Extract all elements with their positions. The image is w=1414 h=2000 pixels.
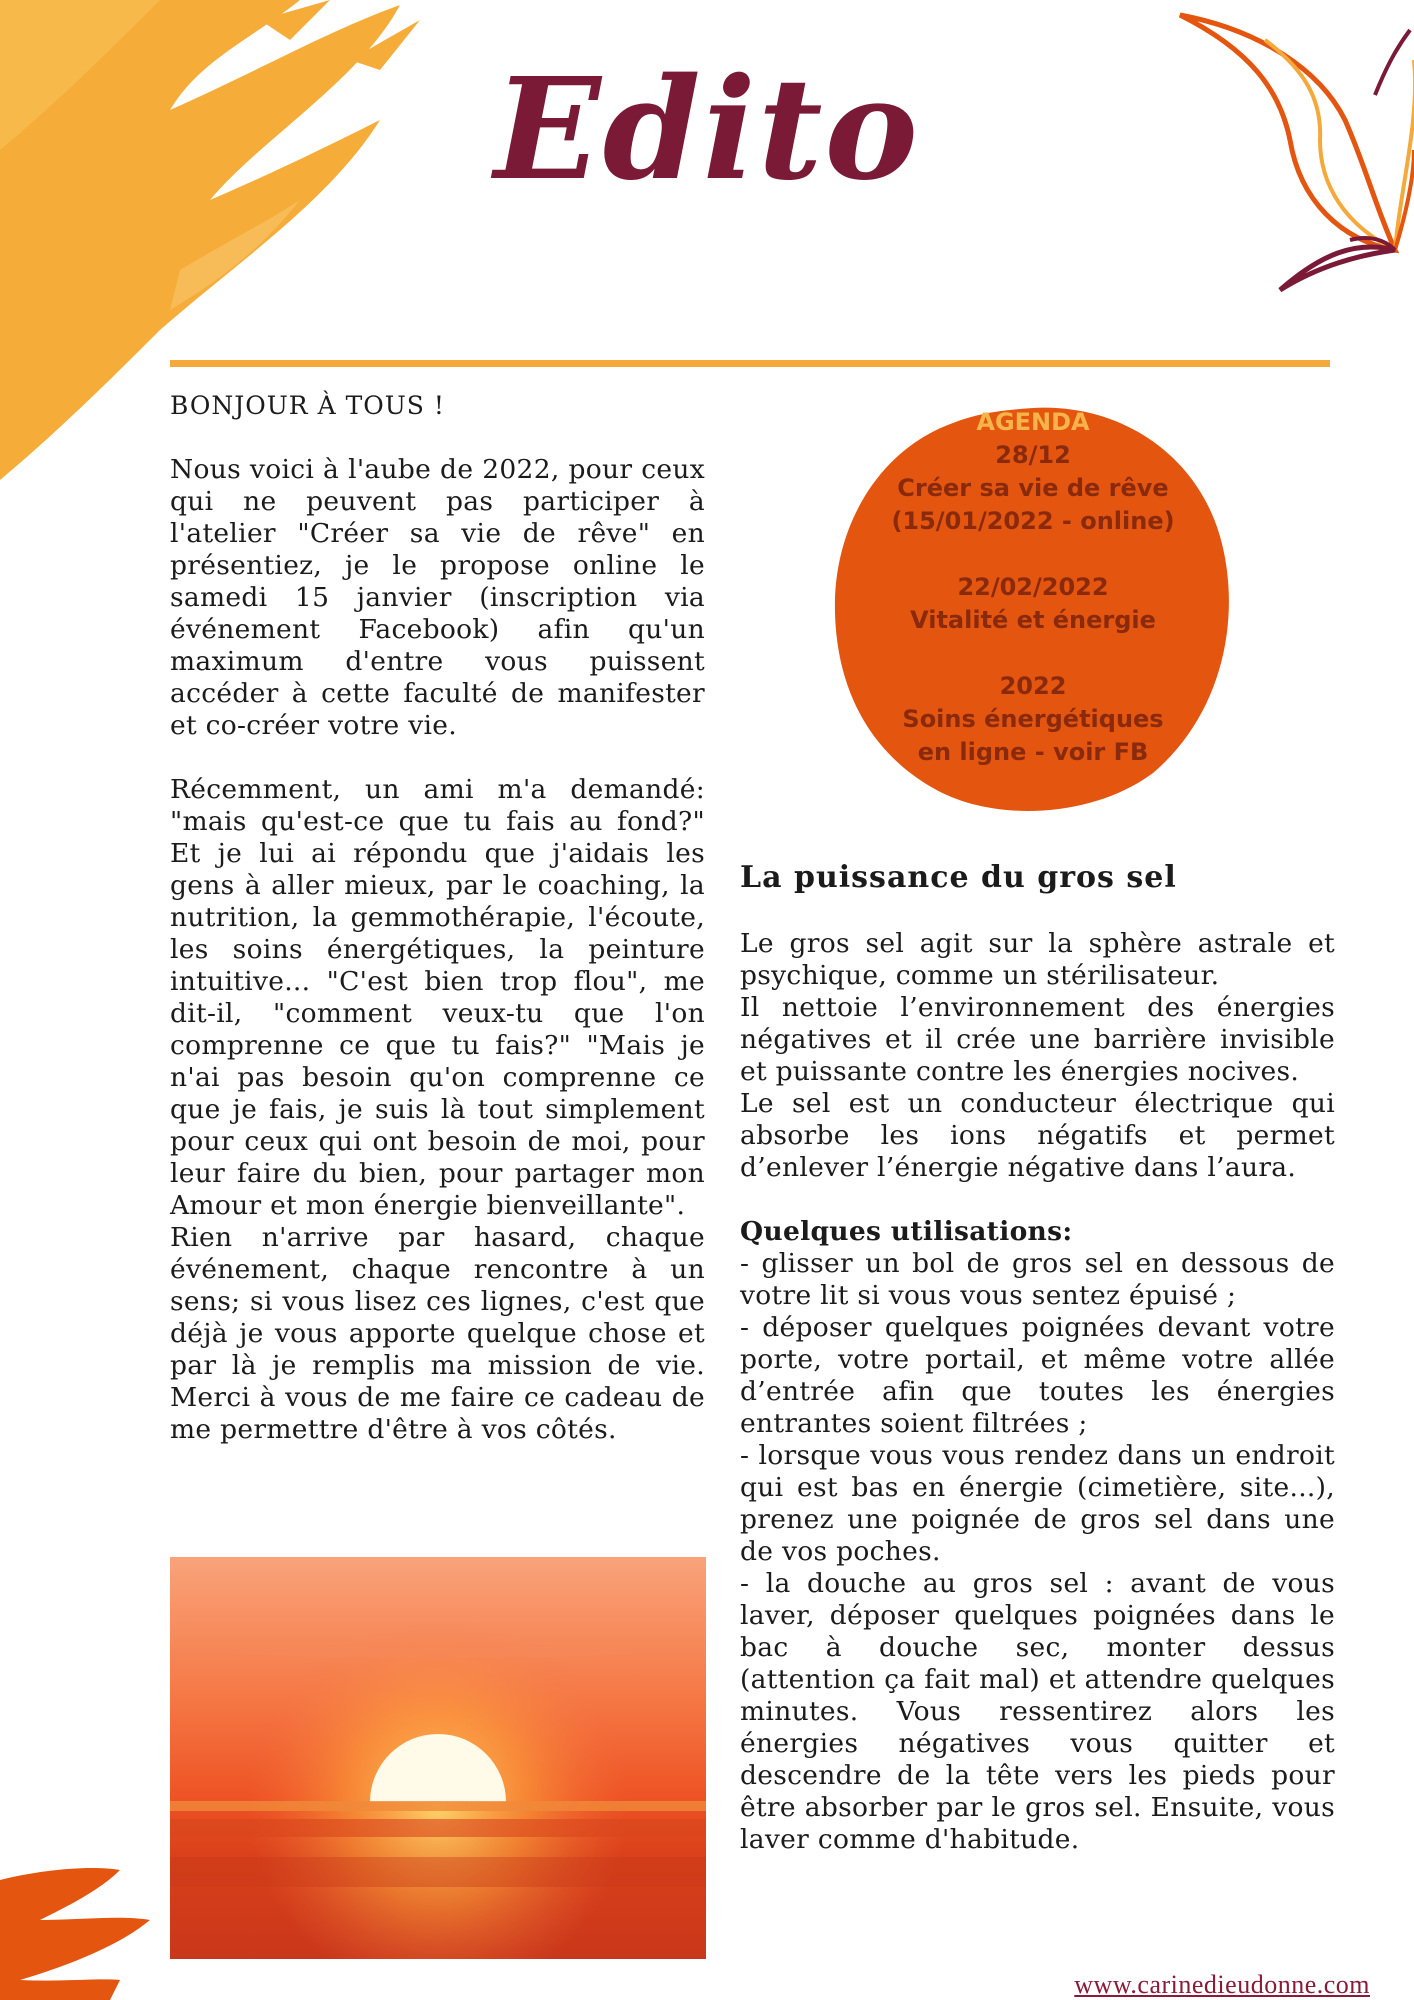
page-title: Edito (494, 48, 920, 212)
agenda-event-title: Vitalité et énergie (910, 606, 1156, 634)
agenda-heading: AGENDA (976, 408, 1090, 436)
use-item: - glisser un bol de gros sel en dessous de votre lit si vous vous sentez épuisé ; (740, 1248, 1335, 1311)
article-paragraph: Le sel est un conducteur électrique qui absorbe les ions négatifs et permet d’enlever l’énergie négative dans l’aura. (740, 1088, 1335, 1183)
agenda-circle (823, 398, 1243, 818)
agenda-event-title: Créer sa vie de rêve (897, 474, 1169, 502)
agenda-event-date: 22/02/2022 (957, 573, 1109, 601)
edito-column (170, 390, 705, 1446)
sunset-photo (170, 1557, 706, 1959)
greeting: BONJOUR À TOUS ! (170, 391, 445, 420)
agenda-event-date: 28/12 (995, 441, 1071, 469)
paragraph-mission: Rien n'arrive par hasard, chaque événement, chaque rencontre à un sens; si vous lisez ces lignes, c'est que déjà je vous apporte quelque chose et par là je remplis ma mission de vie. Merci à vous de me faire ce cadeau de me permettre d'être à vos côtés. (170, 1222, 705, 1445)
use-item: - lorsque vous vous rendez dans un endroit qui est bas en énergie (cimetière, site...), prenez une poignée de gros sel dans une de vos poches. (740, 1440, 1335, 1567)
agenda-event-date: 2022 (999, 672, 1067, 700)
article-paragraph: Le gros sel agit sur la sphère astrale et psychique, comme un stérilisateur. (740, 928, 1335, 991)
use-item: - la douche au gros sel : avant de vous laver, déposer quelques poignées dans le bac à douche sec, monter dessus (attention ça fait mal) et attendre quelques minutes. Vous ressentirez alors les énergies négatives vous quitter et descendre de la tête vers les pieds pour être absorber par le gros sel. Ensuite, vous laver comme d'habitude. (740, 1568, 1335, 1855)
paragraph-intro: Nous voici à l'aube de 2022, pour ceux qui ne peuvent pas participer à l'atelier "Créer sa vie de rêve" en présentiez, je le propose online le samedi 15 janvier (inscription via événement Facebook) afin qu'un maximum d'entre vous puissent accéder à cette faculté de manifester et co-créer votre vie. (170, 454, 705, 741)
agenda-event-detail: en ligne - voir FB (917, 738, 1149, 766)
uses-title: Quelques utilisations: (740, 1216, 1073, 1247)
agenda-content (823, 406, 1243, 769)
article-column (740, 862, 1335, 1856)
agenda-event-title: Soins énergétiques (902, 705, 1164, 733)
header-divider (170, 360, 1330, 367)
article-title: La puissance du gros sel (740, 860, 1177, 895)
article-paragraph: Il nettoie l’environnement des énergies négatives et il crée une barrière invisible et puissante contre les énergies nocives. (740, 992, 1335, 1087)
paragraph-story: Récemment, un ami m'a demandé: "mais qu'est-ce que tu fais au fond?" Et je lui ai répondu que j'aidais les gens à aller mieux, par le coaching, la nutrition, la gemmothérapie, l'écoute, les soins énergétiques, la peinture intuitive... "C'est bien trop flou", me dit-il, "comment veux-tu que l'on comprenne ce que tu fais?" "Mais je n'ai pas besoin qu'on comprenne ce que je fais, je suis là tout simplement pour ceux qui ont besoin de moi, pour leur faire du bien, pour partager mon Amour et mon énergie bienveillante". (170, 774, 705, 1221)
agenda-event-detail: (15/01/2022 - online) (891, 507, 1175, 535)
use-item: - déposer quelques poignées devant votre porte, votre portail, et même votre allée d’entrée afin que toutes les énergies entrantes soient filtrées ; (740, 1312, 1335, 1439)
website-link[interactable]: www.carinedieudonne.com (1074, 1970, 1370, 1999)
